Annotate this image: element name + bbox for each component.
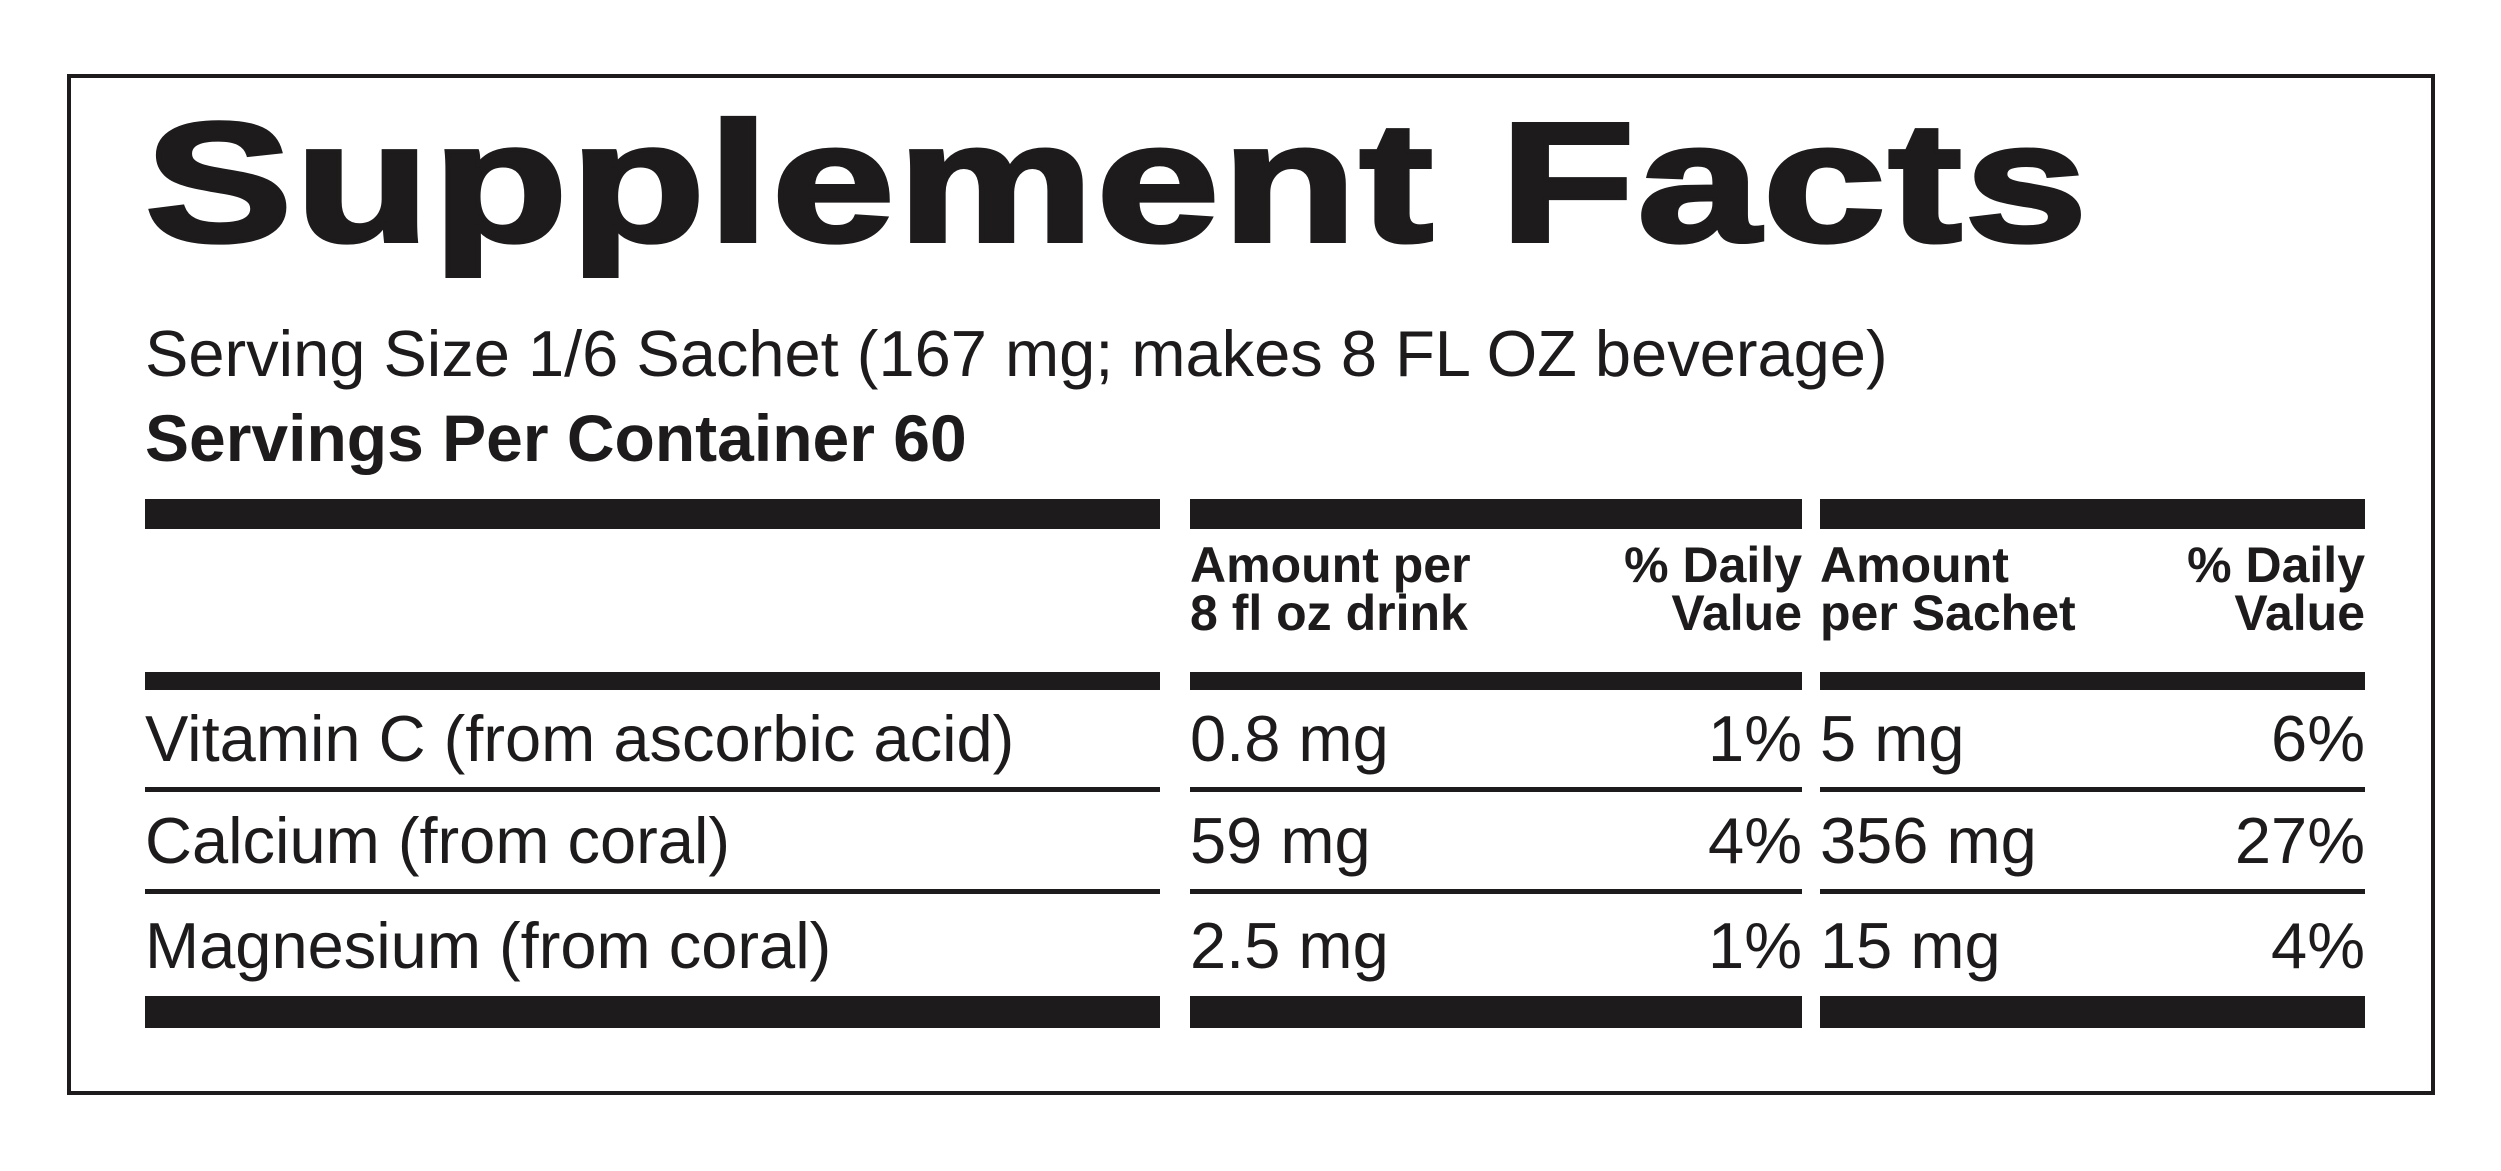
header-daily-value-per-sachet bbox=[2187, 537, 2365, 672]
nutrient-name: Vitamin C (from ascorbic acid) bbox=[145, 702, 1015, 776]
header-amount-per-sachet bbox=[1820, 537, 2076, 672]
column-gap bbox=[1802, 529, 1820, 672]
daily-value-per-drink: 4% bbox=[1708, 804, 1802, 878]
top-rule-segment-per-drink bbox=[1190, 499, 1802, 529]
daily-value-per-sachet: 6% bbox=[2271, 702, 2365, 776]
header-amount-per-drink-line1: Amount per bbox=[1190, 537, 1471, 594]
nutrition-table bbox=[145, 499, 2365, 1028]
panel-title: Supplement Facts bbox=[145, 88, 2091, 278]
top-rule-segment-names bbox=[145, 499, 1160, 529]
header-per-sachet bbox=[1820, 529, 2365, 672]
bottom-rule-segment-per-drink bbox=[1190, 996, 1802, 1028]
header-per-drink bbox=[1190, 529, 1802, 672]
servings-per-container-text: Servings Per Container 60 bbox=[145, 401, 967, 476]
serving-size-text: Serving Size 1/6 Sachet (167 mg; makes 8 FL OZ beverage) bbox=[145, 316, 1888, 390]
nutrient-name: Magnesium (from coral) bbox=[145, 908, 832, 982]
table-top-rule bbox=[145, 499, 2365, 529]
column-gap bbox=[1160, 499, 1190, 529]
amount-per-sachet-value: 356 mg bbox=[1820, 804, 2037, 878]
nutrient-row-calcium bbox=[145, 792, 2365, 894]
amount-per-sachet-value: 15 mg bbox=[1820, 908, 2001, 982]
bottom-rule-segment-names bbox=[145, 996, 1160, 1028]
mid-rule-segment-names bbox=[145, 672, 1160, 690]
header-daily-value-per-drink-line1: % Daily bbox=[1624, 537, 1802, 594]
header-daily-value-per-drink bbox=[1624, 537, 1802, 672]
header-amount-per-sachet-line2: per Sachet bbox=[1820, 585, 2076, 642]
table-bottom-rule bbox=[145, 996, 2365, 1028]
amount-per-drink-value: 0.8 mg bbox=[1190, 702, 1389, 776]
column-gap bbox=[1802, 672, 1820, 690]
header-names-spacer bbox=[145, 529, 1160, 672]
daily-value-per-drink: 1% bbox=[1708, 908, 1802, 982]
supplement-facts-panel bbox=[67, 74, 2435, 1095]
header-daily-value-per-sachet-line1: % Daily bbox=[2187, 537, 2365, 594]
header-amount-per-drink-line2: 8 fl oz drink bbox=[1190, 585, 1468, 642]
amount-per-sachet-value: 5 mg bbox=[1820, 702, 1965, 776]
top-rule-segment-per-sachet bbox=[1820, 499, 2365, 529]
daily-value-per-sachet: 4% bbox=[2271, 908, 2365, 982]
mid-rule-segment-per-drink bbox=[1190, 672, 1802, 690]
nutrient-row-vitamin-c bbox=[145, 690, 2365, 792]
column-gap bbox=[1802, 499, 1820, 529]
daily-value-per-sachet: 27% bbox=[2234, 804, 2365, 878]
nutrient-name: Calcium (from coral) bbox=[145, 804, 731, 878]
header-amount-per-sachet-line1: Amount bbox=[1820, 537, 2009, 594]
amount-per-drink-value: 2.5 mg bbox=[1190, 908, 1389, 982]
column-gap bbox=[1802, 996, 1820, 1028]
amount-per-drink-value: 59 mg bbox=[1190, 804, 1371, 878]
column-gap bbox=[1160, 672, 1190, 690]
daily-value-per-drink: 1% bbox=[1708, 702, 1802, 776]
bottom-rule-segment-per-sachet bbox=[1820, 996, 2365, 1028]
column-gap bbox=[1160, 996, 1190, 1028]
header-bottom-rule bbox=[145, 672, 2365, 690]
header-daily-value-per-sachet-line2: Value bbox=[2234, 585, 2365, 642]
header-amount-per-drink bbox=[1190, 537, 1471, 672]
table-header-row bbox=[145, 529, 2365, 672]
nutrient-row-magnesium bbox=[145, 894, 2365, 996]
header-daily-value-per-drink-line2: Value bbox=[1671, 585, 1802, 642]
mid-rule-segment-per-sachet bbox=[1820, 672, 2365, 690]
column-gap bbox=[1160, 529, 1190, 672]
